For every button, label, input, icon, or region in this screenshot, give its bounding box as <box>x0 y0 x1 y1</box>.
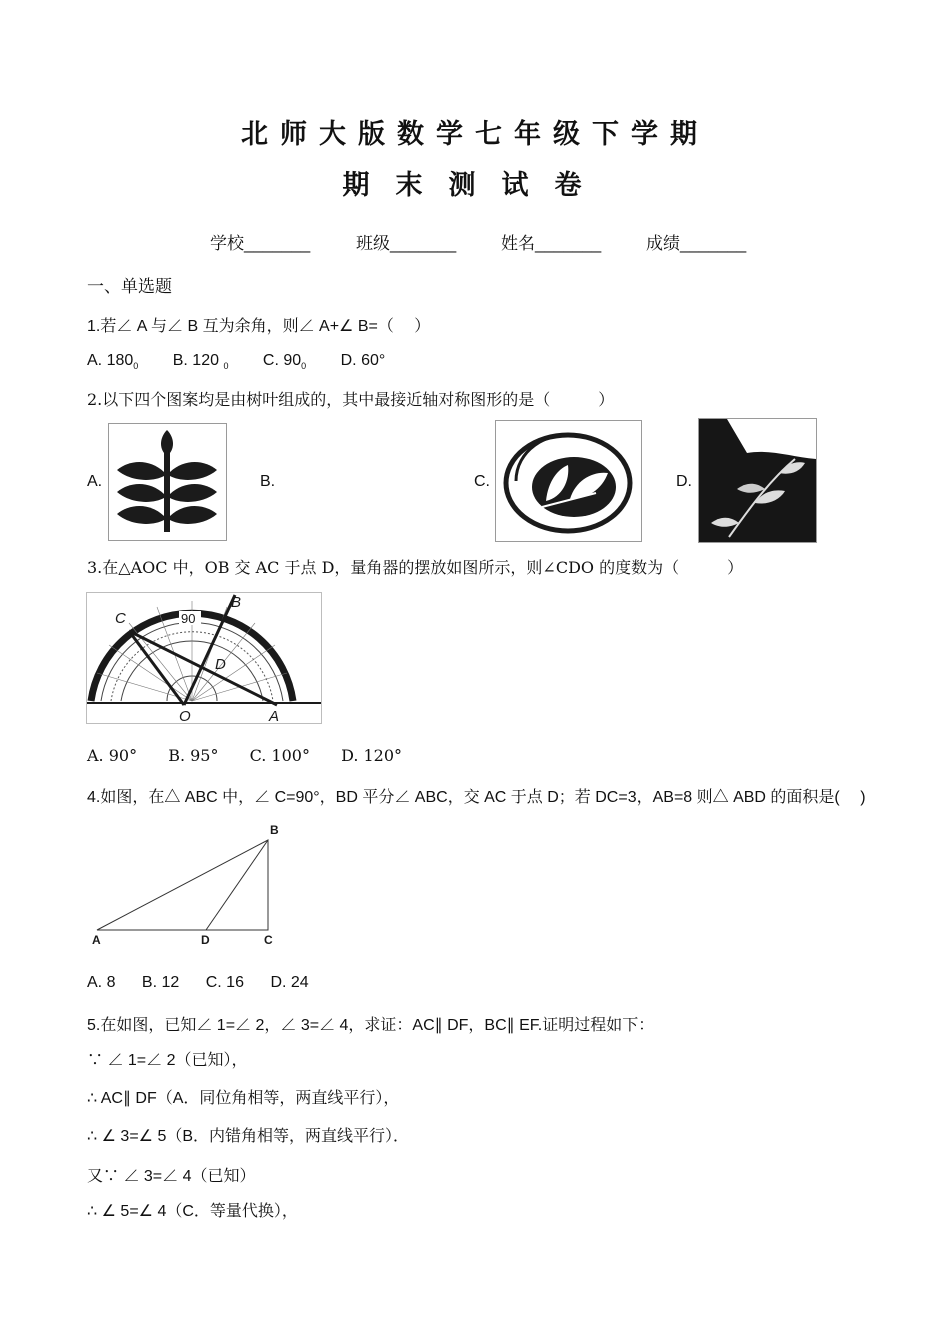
q4-option-d: D. 24 <box>270 974 309 991</box>
q3-option-d: D. 120° <box>341 746 403 765</box>
q3-option-b: B. 95° <box>168 746 219 765</box>
vertex-b-label: B <box>270 823 279 837</box>
vertex-a-label: A <box>92 933 101 947</box>
q2-label-b: B. <box>260 473 276 490</box>
q1-option-b-degree: 0 <box>223 361 229 372</box>
q1-option-a-degree: 0 <box>133 361 139 372</box>
page-title: 北师大版数学七年级下学期 <box>241 119 709 150</box>
q4-option-b: B. 12 <box>141 974 180 991</box>
leaf-pattern-d-image <box>698 418 817 543</box>
q3-option-c: C. 100° <box>249 746 310 765</box>
q4-option-a: A. 8 <box>87 974 116 991</box>
name-field: 姓名_______ <box>501 234 602 253</box>
question-4-options <box>87 974 309 992</box>
protractor-90-label: 90 <box>181 611 196 626</box>
question-1-text: 1.若∠ A 与∠ B 互为余角，则∠ A+∠ B=（ ） <box>87 318 431 335</box>
q1-option-b: B. 120 <box>172 352 224 369</box>
class-field: 班级_______ <box>356 234 457 253</box>
point-b-label: B <box>231 594 242 611</box>
q3-option-a: A. 90° <box>87 746 138 765</box>
school-field: 学校_______ <box>210 234 311 253</box>
leaf-pattern-a-image <box>108 423 227 541</box>
page-subtitle: 期末测试卷 <box>342 170 608 201</box>
q4-option-c: C. 16 <box>205 974 244 991</box>
q2-label-d: D. <box>676 473 692 490</box>
section-title: 一、单选题 <box>87 277 172 297</box>
point-c-label: C <box>115 610 126 627</box>
question-1-options <box>87 352 385 371</box>
q1-option-a: A. 180 <box>87 352 134 369</box>
vertex-d-label: D <box>201 933 210 947</box>
triangle-abc-figure <box>86 818 286 950</box>
score-field: 成绩_______ <box>646 234 747 253</box>
question-4-text: 4.如图，在△ ABC 中，∠ C=90°，BD 平分∠ ABC，交 AC 于点 D；若 DC=3，AB=8 则△ ABD 的面积是( ) <box>87 789 866 806</box>
question-2-text: 2.以下四个图案均是由树叶组成的，其中最接近轴对称图形的是（ ） <box>87 390 615 409</box>
proof-line-1: ∵ ∠ 1=∠ 2（已知）， <box>87 1052 248 1069</box>
question-3-text: 3.在△AOC 中，OB 交 AC 于点 D，量角器的摆放如图所示，则∠CDO 的度数为（ ） <box>87 558 744 577</box>
q1-option-c-degree: 0 <box>301 361 307 372</box>
point-o-label: O <box>179 708 191 723</box>
leaf-pattern-c-image <box>495 420 642 542</box>
vertex-c-label: C <box>264 933 273 947</box>
proof-line-5: ∴ ∠ 5=∠ 4（C．等量代换）， <box>87 1203 298 1220</box>
q2-label-a: A. <box>87 473 103 490</box>
q2-label-c: C. <box>474 473 490 490</box>
proof-line-3: ∴ ∠ 3=∠ 5（B．内错角相等，两直线平行）． <box>87 1128 410 1145</box>
question-3-options <box>87 746 402 765</box>
proof-line-4: 又∵ ∠ 3=∠ 4（已知） <box>87 1168 256 1185</box>
point-d-label: D <box>215 656 226 673</box>
q1-option-c: C. 90 <box>262 352 302 369</box>
protractor-figure <box>86 592 322 724</box>
point-a-label: A <box>269 708 280 723</box>
question-5-text: 5.在如图，已知∠ 1=∠ 2，∠ 3=∠ 4，求证：AC∥ DF，BC∥ EF.证明过程如下： <box>87 1017 655 1034</box>
q1-option-d: D. 60° <box>340 352 386 369</box>
proof-line-2: ∴ AC∥ DF（A．同位角相等，两直线平行）， <box>87 1090 400 1107</box>
